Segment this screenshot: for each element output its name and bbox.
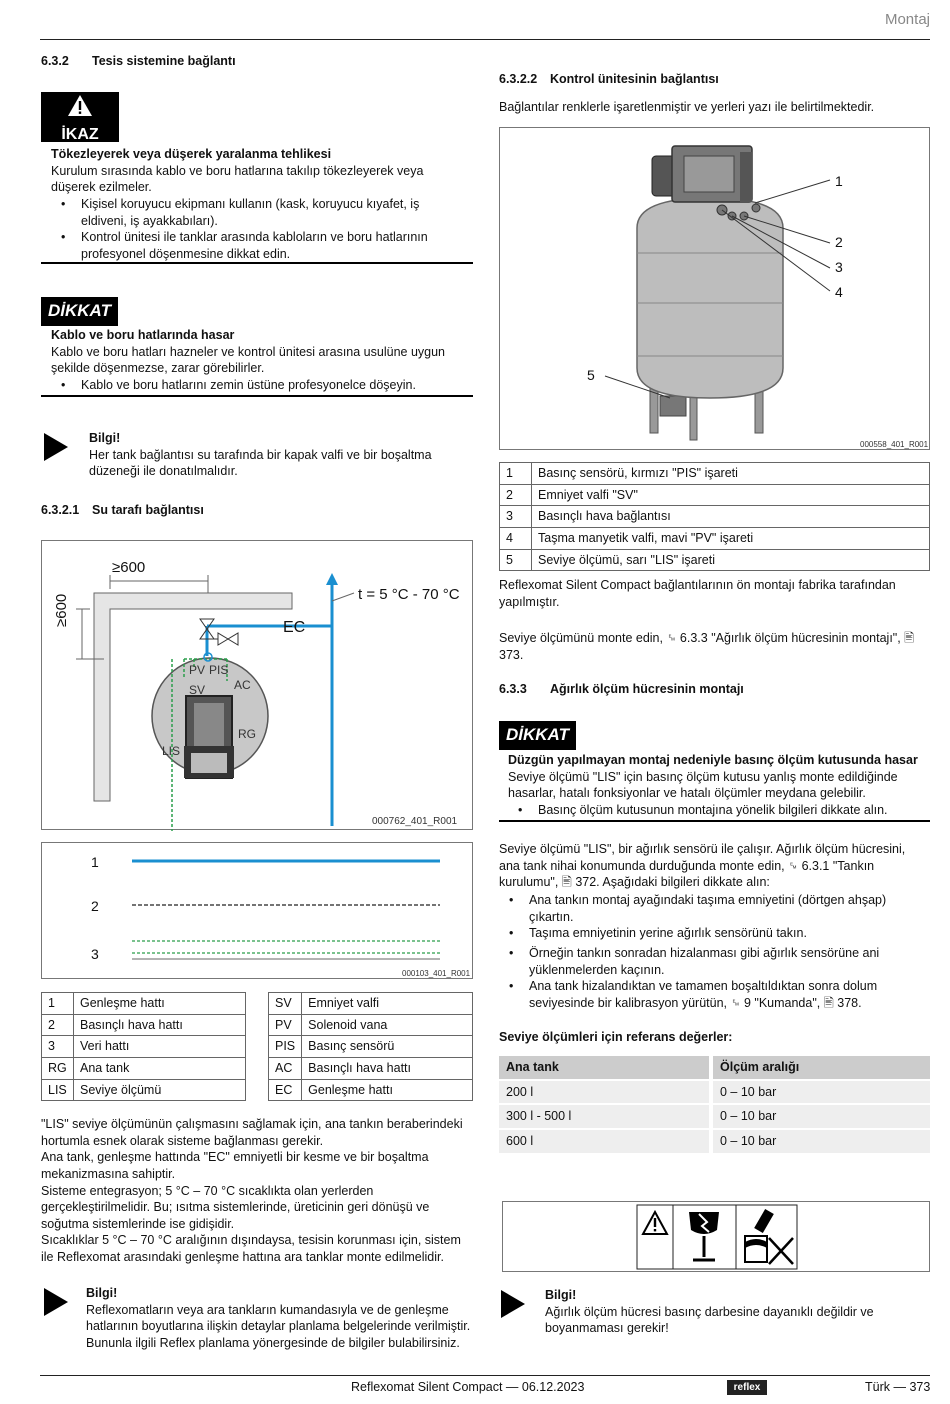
footer-divider <box>40 1375 930 1376</box>
callout-4: 4 <box>835 284 843 300</box>
pv-label: PV <box>189 663 206 677</box>
info-arrow-icon <box>44 1288 68 1316</box>
info-title: Bilgi! <box>86 1286 118 1300</box>
table-row: 2 Basınçlı hava hattı <box>42 1014 246 1036</box>
line-types-figure <box>41 842 473 979</box>
heading-6-3-2-2: 6.3.2.2 Kontrol ünitesinin bağlantısı <box>499 72 719 86</box>
table-row: 200 l 0 – 10 bar <box>499 1081 930 1104</box>
ec-label: EC <box>283 619 306 636</box>
reference-table: Ana tank Ölçüm aralığı 200 l 0 – 10 bar 300 l - 500 l 0 – 10 bar 600 l 0 – 10 bar <box>495 1054 934 1155</box>
intro-text: Bağlantılar renklerle işaretlenmiştir ve yerleri yazı ile belirtilmektedir. <box>499 100 875 114</box>
warning-label: İKAZ <box>61 125 99 143</box>
table-row: 4 Taşma manyetik valfi, mavi "PV" işareti <box>500 527 930 549</box>
caution-rule <box>499 820 930 822</box>
rg-label: RG <box>238 727 256 741</box>
info-note <box>545 1287 930 1337</box>
paragraph: Ana tank, genleşme hattında "EC" emniyetli bir kesme ve bir boşaltma mekanizmasına sahiptir. <box>41 1150 429 1181</box>
table-row: PIS Basınç sensörü <box>269 1036 473 1058</box>
table-row: RG Ana tank <box>42 1057 246 1079</box>
sv-label: SV <box>189 683 206 697</box>
table-row: PV Solenoid vana <box>269 1014 473 1036</box>
lis-label: LIS <box>162 744 181 758</box>
caution-rule <box>41 395 473 397</box>
footer-document: Reflexomat Silent Compact — 06.12.2023 <box>351 1380 585 1394</box>
caution-label: DİKKAT <box>499 721 576 750</box>
caution-bullet: • Kablo ve boru hatlarını zemin üstüne profesyonelce döşeyin. <box>51 377 471 394</box>
dim-vertical-label: ≥600 <box>53 593 70 627</box>
figure-code: 000103_401_R001 <box>402 969 471 978</box>
caution-label: DİKKAT <box>41 297 118 326</box>
heading-6-3-2: 6.3.2 Tesis sistemine bağlantı <box>41 54 236 68</box>
info-text: Her tank bağlantısı su tarafında bir kapak valfi ve bir boşaltma düzeneği ile donatılmalıdır. <box>89 447 432 479</box>
figure-code: 000558_401_R001 <box>860 440 929 449</box>
table-row: 1 Genleşme hattı <box>42 993 246 1015</box>
table-row: 1 Basınç sensörü, kırmızı "PIS" işareti <box>500 463 930 485</box>
table-row: 600 l 0 – 10 bar <box>499 1130 930 1153</box>
dim-horizontal-label: ≥600 <box>112 559 146 576</box>
caution-text: Kablo ve boru hatları hazneler ve kontrol ünitesi arasına usulüne uygun şekilde döşenmezse, zarar görebilirler. <box>51 344 446 376</box>
paragraph: "LIS" seviye ölçümünün çalışmasını sağlamak için, ana tankın beraberindeki hortumla esnek olarak sisteme bağlanması gerekir. <box>41 1117 463 1148</box>
section-header: Montaj <box>884 11 930 28</box>
callout-3: 3 <box>835 259 843 275</box>
info-note <box>89 430 469 480</box>
header-divider <box>40 39 930 40</box>
warning-title: Tökezleyerek veya düşerek yaralanma tehlikesi <box>51 147 332 161</box>
warning-text: Kurulum sırasında kablo ve boru hatlarına takılıp tökezleyerek veya düşerek ezilmeler. <box>51 163 424 195</box>
table-row: 3 Veri hattı <box>42 1036 246 1058</box>
info-text: Ağırlık ölçüm hücresi basınç darbesine dayanıklı değildir ve boyanmaması gerekir! <box>545 1304 874 1336</box>
warning-rule <box>41 262 473 264</box>
paragraph: Sisteme entegrasyon; 5 °C – 70 °C sıcaklıkta olan yerlerden gerçekleştirilmelidir. Bu; ısıtma sistemlerinde, üreticinin geri dönüşü ve soğutma sistemlerinde ise gidişidir. <box>41 1183 430 1231</box>
info-title: Bilgi! <box>545 1288 577 1302</box>
table-row: 2 Emniyet valfi "SV" <box>500 484 930 506</box>
info-arrow-icon <box>501 1290 525 1318</box>
pictogram-box <box>502 1201 930 1272</box>
warning-bullet: • Kişisel koruyucu ekipmanı kullanın (kask, koruyucu kıyafet, iş eldiveni, iş ayakkabıları). <box>51 196 466 229</box>
info-arrow-icon <box>44 433 68 461</box>
info-text: Reflexomatların veya ara tankların kumandasıyla ve de genleşme hatlarının boyutlarına ilişkin detaylar planlama belgelerinde verilmiştir. Bununla ilgili Reflex planlama yönergesinde de bilgiler bulabilirsiniz. <box>86 1302 471 1350</box>
warning-triangle-icon <box>41 92 119 120</box>
caution-content <box>51 327 471 394</box>
table-row: 5 Seviye ölçümü, sarı "LIS" işareti <box>500 549 930 571</box>
footer-page: Türk — 373 <box>865 1380 931 1394</box>
ac-label: AC <box>234 678 251 692</box>
list-item: • Ana tank hizalandıktan ve tamamen boşaltıldıktan sonra dolum seviyesinde bir kalibrasyon yürütün, ␙ 9 "Kumanda", 🖹 378. <box>499 978 929 1011</box>
temperature-label: t = 5 °C - 70 °C <box>358 586 460 603</box>
table-row: AC Basınçlı hava hattı <box>269 1057 473 1079</box>
paragraph: Sıcaklıklar 5 °C – 70 °C aralığının dışındaysa, tesisin korunması için, sistem ile Reflexomat arasındaki genleşme hattına ara tanklar monte edilmelidir. <box>41 1233 461 1264</box>
water-connection-figure <box>41 540 473 830</box>
legend-table-right <box>268 992 473 1101</box>
pis-label: PIS <box>209 663 229 677</box>
figure-code: 000762_401_R001 <box>372 816 458 827</box>
table-row: 3 Basınçlı hava bağlantısı <box>500 506 930 528</box>
paragraph: Reflexomat Silent Compact bağlantılarının ön montajı fabrika tarafından yapılmıştır. <box>499 578 896 609</box>
legend-table-left <box>41 992 246 1101</box>
paragraph: Seviye ölçümünü monte edin, ␙ 6.3.3 "Ağırlık ölçüm hücresinin montajı", 🖹 373. <box>499 631 915 662</box>
callout-5: 5 <box>587 367 595 383</box>
warning-content <box>51 146 466 262</box>
info-title: Bilgi! <box>89 431 121 445</box>
line-1-label: 1 <box>91 854 99 870</box>
heading-6-3-3: 6.3.3 Ağırlık ölçüm hücresinin montajı <box>499 682 744 696</box>
caution-content <box>508 752 928 819</box>
table-row: EC Genleşme hattı <box>269 1079 473 1101</box>
line-3-label: 3 <box>91 946 99 962</box>
body-text <box>41 1116 471 1266</box>
info-note <box>86 1285 471 1352</box>
heading-6-3-2-1: 6.3.2.1 Su tarafı bağlantısı <box>41 503 204 517</box>
list-item: • Taşıma emniyetinin yerine ağırlık sensörünü takın. <box>499 925 929 942</box>
paragraph: Seviye ölçümü "LIS", bir ağırlık sensörü ile çalışır. Ağırlık ölçüm hücresini, ana tank nihai konumunda durduğunda monte edin, ␙ 6.3.1 "Tankın kurulumu", 🖹 372. Aşağıdaki bilgileri dikkate alın: <box>499 842 906 890</box>
callout-1: 1 <box>835 173 843 189</box>
warning-bullet: • Kontrol ünitesi ile tanklar arasında kabloların ve boru hatlarının profesyonel döşenmesine dikkat edin. <box>51 229 466 262</box>
warning-label-box <box>41 92 119 142</box>
line-2-label: 2 <box>91 898 99 914</box>
tank-figure <box>499 127 930 450</box>
list-item: • Örneğin tankın sonradan hizalanması gibi ağırlık sensörüne ani yüklenmelerden kaçının. <box>499 945 929 978</box>
table-row: SV Emniyet valfi <box>269 993 473 1015</box>
reflex-logo: reflex <box>727 1380 767 1395</box>
tank-body <box>637 198 783 398</box>
caution-text: Seviye ölçümü "LIS" için basınç ölçüm kutusu yanlış monte edildiğinde hasarlar, hatalı fonksiyonlar ve hatalı ölçümler meydana gelebilir. <box>508 769 898 801</box>
caution-bullet: • Basınç ölçüm kutusunun montajına yönelik bilgileri dikkate alın. <box>508 802 928 819</box>
caution-title: Kablo ve boru hatlarında hasar <box>51 328 235 342</box>
list-item: • Ana tankın montaj ayağındaki taşıma emniyetini (dörtgen ahşap) çıkartın. <box>499 892 929 925</box>
reference-title: Seviye ölçümleri için referans değerler: <box>499 1030 733 1044</box>
connections-legend-table <box>499 462 930 571</box>
table-row: LIS Seviye ölçümü <box>42 1079 246 1101</box>
caution-title: Düzgün yapılmayan montaj nedeniyle basınç ölçüm kutusunda hasar <box>508 753 918 767</box>
callout-2: 2 <box>835 234 843 250</box>
table-row: 300 l - 500 l 0 – 10 bar <box>499 1105 930 1128</box>
bullet-list <box>499 892 929 942</box>
bullet-list <box>499 945 929 1012</box>
